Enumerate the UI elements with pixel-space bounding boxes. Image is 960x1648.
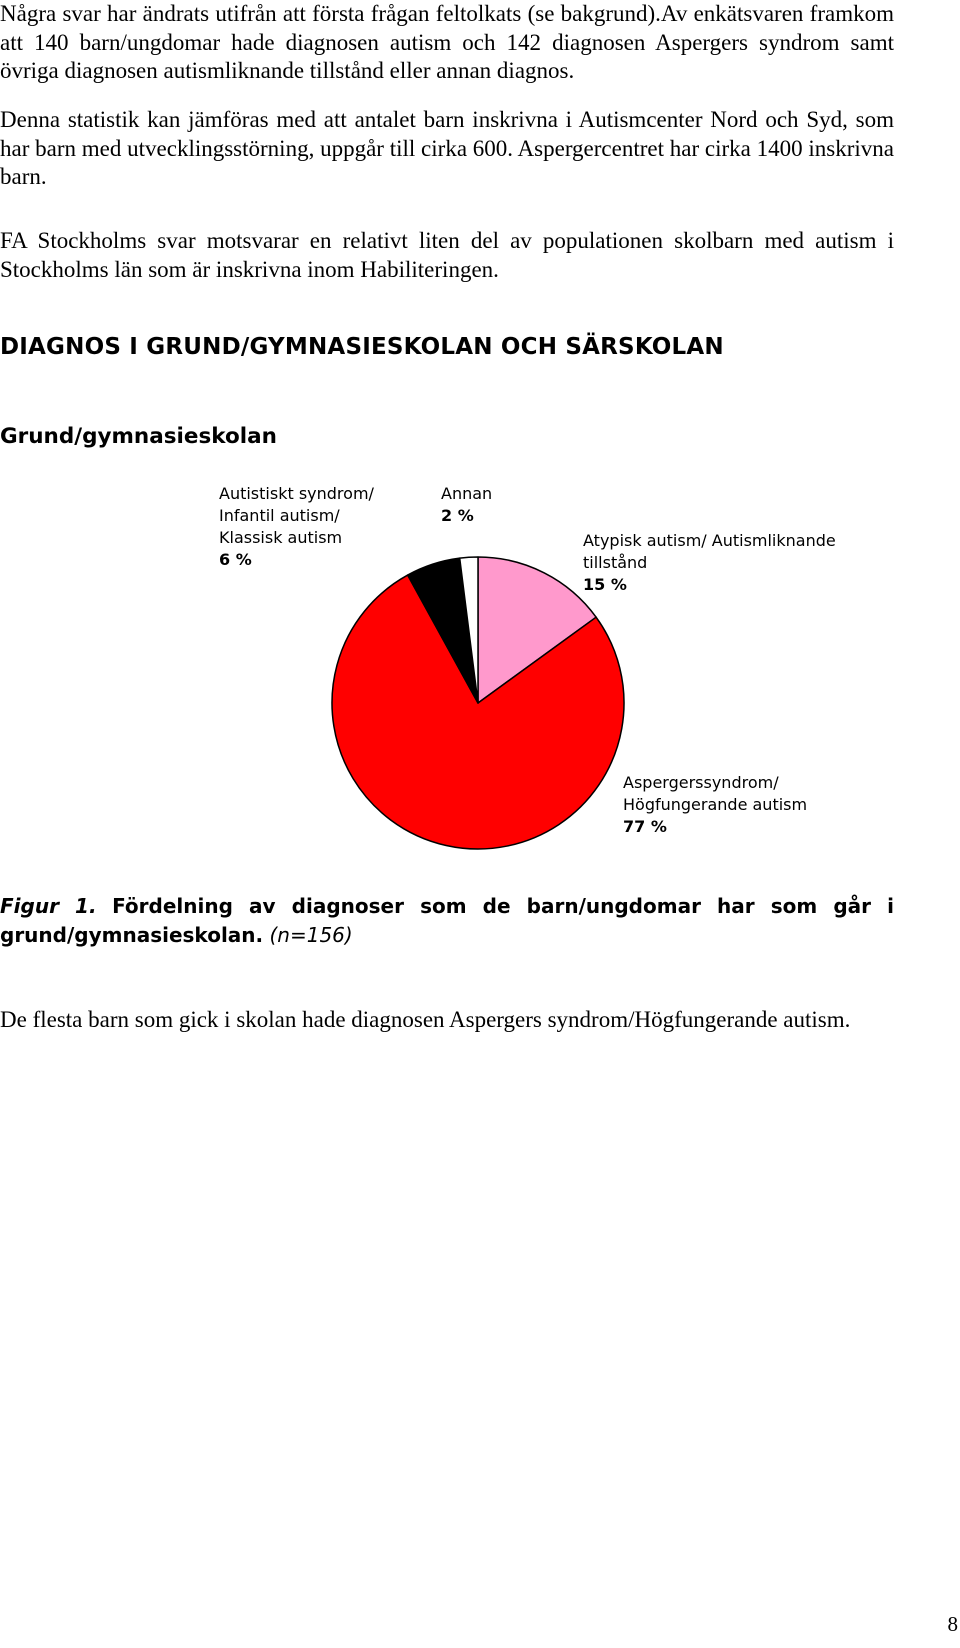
label-line: Aspergerssyndrom/ — [623, 773, 779, 792]
conclusion-paragraph: De flesta barn som gick i skolan hade diagnosen Aspergers syndrom/Högfungerande autism. — [0, 1007, 851, 1032]
population-paragraph: FA Stockholms svar motsvarar en relativt liten del av populationen skolbarn med autism i Stockholms län som är inskrivna inom Habiliteringen. — [0, 228, 894, 282]
figure-caption — [0, 892, 894, 950]
page-number: 8 — [947, 1612, 958, 1636]
label-line: Klassisk autism — [219, 528, 343, 547]
label-line: Infantil autism/ — [219, 506, 340, 525]
label-atypisk-autism — [583, 530, 836, 596]
figure-label: Figur 1. — [0, 894, 97, 918]
data-label-autistiskt-syndrom: 6 % — [219, 550, 252, 569]
caption-n: (n=156) — [269, 923, 353, 947]
sub-heading: Grund/gymnasieskolan — [0, 424, 277, 449]
data-label-annan: 2 % — [441, 506, 474, 525]
caption-text-1: Fördelning av diagnoser som de barn/ungdomar har som går i — [112, 894, 894, 918]
label-line: tillstånd — [583, 553, 648, 572]
label-annan — [441, 483, 492, 527]
label-aspergerssyndrom — [623, 772, 807, 838]
label-autistiskt-syndrom — [219, 483, 374, 571]
label-line: Atypisk autism/ Autismliknande — [583, 531, 836, 550]
label-line: Högfungerande autism — [623, 795, 808, 814]
comparison-paragraph: Denna statistik kan jämföras med att antalet barn inskrivna i Autismcenter Nord och Syd, som har barn med utvecklingsstörning, uppgår till cirka 600. Aspergercentret har cirka 1400 inskrivna barn. — [0, 107, 894, 189]
data-label-atypisk-autism: 15 % — [583, 575, 627, 594]
section-heading: DIAGNOS I GRUND/GYMNASIESKOLAN OCH SÄRSKOLAN — [0, 334, 724, 360]
data-label-aspergerssyndrom: 77 % — [623, 817, 667, 836]
intro-paragraph: Några svar har ändrats utifrån att första frågan feltolkats (se bakgrund).Av enkätsvaren framkom att 140 barn/ungdomar hade diagnosen autism och 142 diagnosen Aspergers syndrom samt övriga diagnosen autismliknande tillstånd eller annan diagnos. — [0, 1, 894, 83]
label-line: Annan — [441, 484, 493, 503]
label-line: Autistiskt syndrom/ — [219, 484, 374, 503]
caption-text-2: grund/gymnasieskolan. — [0, 923, 264, 947]
caption-line-1 — [0, 892, 894, 921]
